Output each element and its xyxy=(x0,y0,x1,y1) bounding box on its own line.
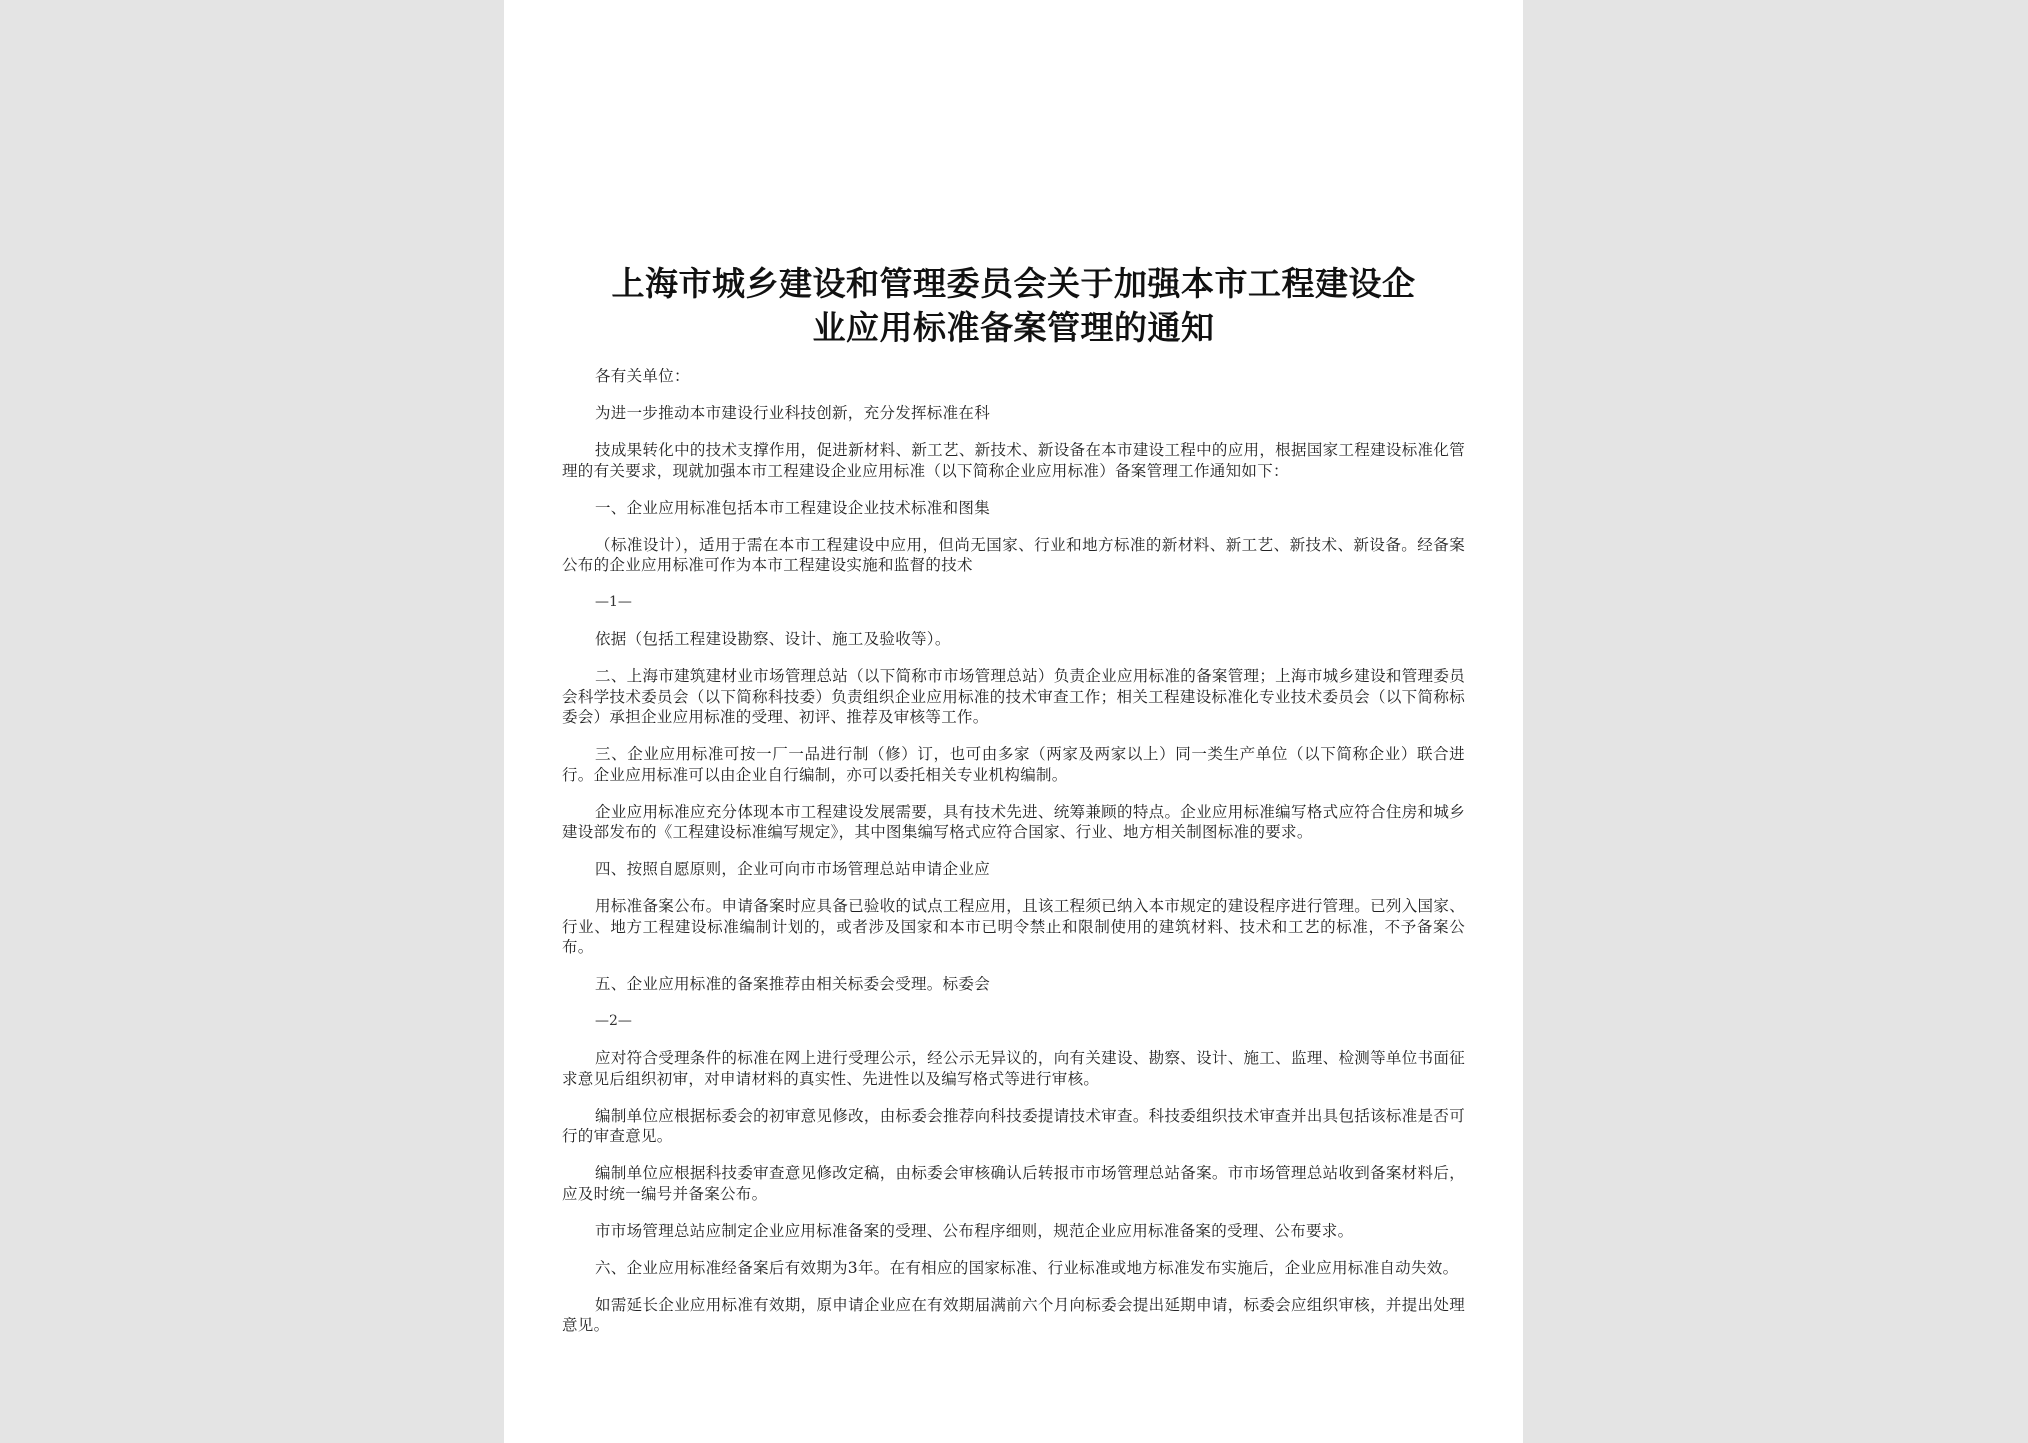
title-line-2: 业应用标准备案管理的通知 xyxy=(812,308,1215,347)
paragraph: 企业应用标准应充分体现本市工程建设发展需要，具有技术先进、统筹兼顾的特点。企业应用标准编写格式应符合住房和城乡建设部发布的《工程建设标准编写规定》，其中图集编写格式应符合国家、行业、地方相关制图标准的要求。 xyxy=(562,802,1465,841)
salutation: 各有关单位： xyxy=(595,367,690,385)
paragraph: 为进一步推动本市建设行业科技创新，充分发挥标准在科 xyxy=(595,404,991,422)
paragraph: 如需延长企业应用标准有效期，原申请企业应在有效期届满前六个月向标委会提出延期申请，标委会应组织审核，并提出处理意见。 xyxy=(562,1295,1465,1334)
document-title xyxy=(564,262,1463,350)
paragraph: 编制单位应根据科技委审查意见修改定稿，由标委会审核确认后转报市市场管理总站备案。市市场管理总站收到备案材料后，应及时统一编号并备案公布。 xyxy=(562,1164,1465,1203)
document-body xyxy=(562,366,1465,1352)
paragraph: （标准设计），适用于需在本市工程建设中应用，但尚无国家、行业和地方标准的新材料、新工艺、新技术、新设备。经备案公布的企业应用标准可作为本市工程建设实施和监督的技术 xyxy=(562,535,1465,574)
title-line-1: 上海市城乡建设和管理委员会关于加强本市工程建设企 xyxy=(611,264,1416,303)
paragraph: 依据（包括工程建设勘察、设计、施工及验收等）。 xyxy=(595,630,951,648)
paragraph: 用标准备案公布。申请备案时应具备已验收的试点工程应用，且该工程须已纳入本市规定的建设程序进行管理。已列入国家、行业、地方工程建设标准编制计划的，或者涉及国家和本市已明令禁止和限制使用的建筑材料、技术和工艺的标准，不予备案公布。 xyxy=(562,897,1465,956)
paragraph: 三、企业应用标准可按一厂一品进行制（修）订，也可由多家（两家及两家以上）同一类生产单位（以下简称企业）联合进行。企业应用标准可以由企业自行编制，亦可以委托相关专业机构编制。 xyxy=(562,745,1465,784)
document-page xyxy=(504,0,1523,1443)
paragraph: 技成果转化中的技术支撑作用，促进新材料、新工艺、新技术、新设备在本市建设工程中的应用，根据国家工程建设标准化管理的有关要求，现就加强本市工程建设企业应用标准（以下简称企业应用标准）备案管理工作通知如下： xyxy=(562,441,1465,480)
paragraph: 应对符合受理条件的标准在网上进行受理公示，经公示无异议的，向有关建设、勘察、设计、施工、监理、检测等单位书面征求意见后组织初审，对申请材料的真实性、先进性以及编写格式等进行审核。 xyxy=(562,1049,1465,1088)
paragraph: 五、企业应用标准的备案推荐由相关标委会受理。标委会 xyxy=(595,975,991,993)
paragraph: 二、上海市建筑建材业市场管理总站（以下简称市市场管理总站）负责企业应用标准的备案管理；上海市城乡建设和管理委员会科学技术委员会（以下简称科技委）负责组织企业应用标准的技术审查工作；相关工程建设标准化专业技术委员会（以下简称标委会）承担企业应用标准的受理、初评、推荐及审核等工作。 xyxy=(562,667,1465,726)
paragraph: 编制单位应根据标委会的初审意见修改，由标委会推荐向科技委提请技术审查。科技委组织技术审查并出具包括该标准是否可行的审查意见。 xyxy=(562,1106,1465,1145)
paragraph: 市市场管理总站应制定企业应用标准备案的受理、公布程序细则，规范企业应用标准备案的受理、公布要求。 xyxy=(595,1221,1354,1240)
page-number-marker: —1— xyxy=(595,594,632,610)
paragraph: 一、企业应用标准包括本市工程建设企业技术标准和图集 xyxy=(595,498,991,517)
paragraph: 四、按照自愿原则，企业可向市市场管理总站申请企业应 xyxy=(595,860,991,878)
page-number-marker: —2— xyxy=(595,1013,632,1029)
paragraph: 六、企业应用标准经备案后有效期为3年。在有相应的国家标准、行业标准或地方标准发布实施后，企业应用标准自动失效。 xyxy=(595,1258,1459,1277)
